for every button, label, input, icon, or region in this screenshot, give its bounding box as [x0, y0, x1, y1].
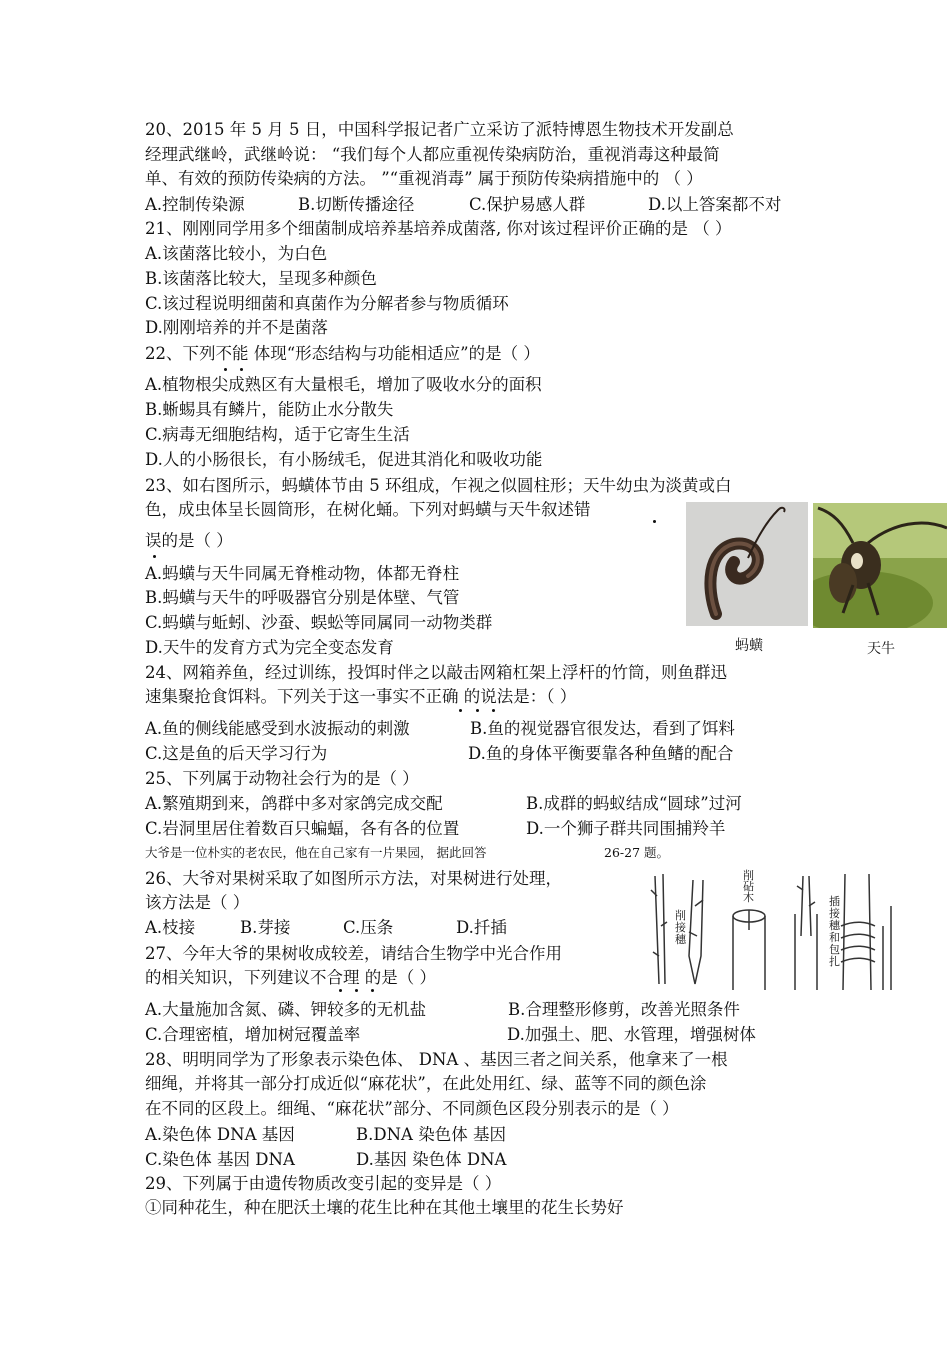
emphasis-dot [355, 989, 358, 992]
q26-option-c: C.压条 [343, 918, 394, 937]
q28-option-c: C.染色体 基因 DNA [145, 1150, 295, 1169]
q26-option-d: D.扦插 [456, 918, 507, 937]
q21-option-c: C.该过程说明细菌和真菌作为分解者参与物质循环 [145, 294, 509, 313]
q26-option-b: B.芽接 [240, 918, 291, 937]
emphasis-dot [492, 709, 495, 712]
q29-stem: 29、下列属于由遗传物质改变引起的变异是（ ） [145, 1174, 502, 1193]
leech-illustration [686, 502, 808, 626]
q21-option-b: B.该菌落比较大，呈现多种颜色 [145, 269, 377, 288]
q27-stem-1: 27、今年大爷的果树收成较差，请结合生物学中光合作用 [145, 944, 562, 963]
leech-photo [686, 502, 808, 626]
q28-stem-1: 28、明明同学为了形象表示染色体、 DNA 、基因三者之间关系，他拿来了一根 [145, 1050, 728, 1069]
q27-stem-2: 的相关知识，下列建议不合理 的是（ ） [145, 968, 436, 987]
q24-stem-2: 速集聚抢食饵料。下列关于这一事实不正确 的说法是：（ ） [145, 687, 577, 706]
q25-option-a: A.繁殖期到来，鸽群中多对家鸽完成交配 [145, 794, 443, 813]
context-note-range: 26-27 题。 [604, 845, 670, 860]
grafting-diagram [645, 866, 895, 992]
graft-label-insert-wrap: 插接穗和包扎 [829, 895, 840, 968]
q28-option-d: D.基因 染色体 DNA [356, 1150, 507, 1169]
emphasis-dot [371, 989, 374, 992]
q27-option-d: D.加强土、肥、水管理，增强树体 [507, 1025, 756, 1044]
q22-option-d: D.人的小肠很长，有小肠绒毛，促进其消化和吸收功能 [145, 450, 543, 469]
q21-stem: 21、刚刚同学用多个细菌制成培养基培养成菌落, 你对该过程评价正确的是 （ ） [145, 219, 732, 238]
q26-stem-1: 26、大爷对果树采取了如图所示方法，对果树进行处理， [145, 869, 562, 888]
emphasis-dot [224, 368, 227, 371]
q25-option-d: D.一个狮子群共同围捕羚羊 [526, 819, 726, 838]
q25-option-b: B.成群的蚂蚁结成“圆球”过河 [526, 794, 742, 813]
q23-option-c: C.蚂蟥与蚯蚓、沙蚕、蜈蚣等同属同一动物类群 [145, 613, 493, 632]
q22-option-b: B.蜥蜴具有鳞片，能防止水分散失 [145, 400, 394, 419]
emphasis-dot [459, 709, 462, 712]
q20-line-1: 20、2015 年 5 月 5 日，中国科学报记者广立采访了派特博恩生物技术开发副总 [145, 120, 734, 139]
q22-stem: 22、下列不能 体现“形态结构与功能相适应”的是（ ） [145, 344, 540, 363]
q23-stem-2: 色，成虫体呈长圆筒形，在树化蛹。下列对蚂蟥与天牛叙述错 [145, 500, 591, 519]
beetle-illustration [813, 503, 947, 628]
q20-option-d: D.以上答案都不对 [648, 195, 782, 214]
q24-stem-1: 24、网箱养鱼，经过训练，投饵时伴之以敲击网箱杠架上浮杆的竹筒，则鱼群迅 [145, 663, 727, 682]
emphasis-dot [476, 709, 479, 712]
q23-option-b: B.蚂蟥与天牛的呼吸器官分别是体壁、气管 [145, 588, 460, 607]
q28-stem-3: 在不同的区段上。细绳、“麻花状”部分、不同颜色区段分别表示的是（ ） [145, 1099, 679, 1118]
q23-stem-3: 误的是（ ） [145, 531, 233, 550]
leech-caption: 蚂蟥 [735, 638, 763, 654]
q25-option-c: C.岩洞里居住着数百只蝙蝠，各有各的位置 [145, 819, 460, 838]
graft-label-stock: 削砧木 [743, 869, 754, 904]
q20-option-a: A.控制传染源 [145, 195, 245, 214]
q24-option-a: A.鱼的侧线能感受到水波振动的刺激 [145, 719, 410, 738]
q20-line-3: 单、有效的预防传染病的方法。 ”“重视消毒” 属于预防传染病措施中的 （ ） [145, 169, 703, 188]
q28-option-b: B.DNA 染色体 基因 [356, 1125, 506, 1144]
q27-option-c: C.合理密植，增加树冠覆盖率 [145, 1025, 361, 1044]
q20-line-2: 经理武继岭，武继岭说： “我们每个人都应重视传染病防治，重视消毒这种最简 [145, 145, 720, 164]
q24-option-b: B.鱼的视觉器官很发达，看到了饵料 [470, 719, 735, 738]
q22-option-a: A.植物根尖成熟区有大量根毛，增加了吸收水分的面积 [145, 375, 542, 394]
beetle-caption: 天牛 [867, 641, 895, 657]
q26-stem-2: 该方法是（ ） [145, 893, 250, 912]
q21-option-d: D.刚刚培养的并不是菌落 [145, 318, 328, 337]
emphasis-dot [653, 520, 656, 523]
context-note: 大爷是一位朴实的老农民，他在自己家有一片果园， 据此回答 [145, 845, 487, 860]
emphasis-dot [339, 989, 342, 992]
longhorn-beetle-photo [813, 503, 947, 628]
q22-option-c: C.病毒无细胞结构，适于它寄生生活 [145, 425, 410, 444]
q24-option-c: C.这是鱼的后天学习行为 [145, 744, 328, 763]
q27-option-a: A.大量施加含氮、磷、钾较多的无机盐 [145, 1000, 427, 1019]
q26-option-a: A.枝接 [145, 918, 196, 937]
q27-option-b: B.合理整形修剪，改善光照条件 [508, 1000, 740, 1019]
emphasis-dot [153, 555, 156, 558]
q20-option-b: B.切断传播途径 [298, 195, 415, 214]
q29-item-1: ①同种花生，种在肥沃土壤的花生比种在其他土壤里的花生长势好 [145, 1198, 624, 1217]
q23-option-a: A.蚂蟥与天牛同属无脊椎动物，体都无脊柱 [145, 564, 460, 583]
q28-stem-2: 细绳，并将其一部分打成近似“麻花状”，在此处用红、绿、蓝等不同的颜色涂 [145, 1074, 707, 1093]
q25-stem: 25、下列属于动物社会行为的是（ ） [145, 769, 419, 788]
graft-label-scion: 削接穗 [675, 909, 686, 946]
q28-option-a: A.染色体 DNA 基因 [145, 1125, 295, 1144]
emphasis-dot [240, 368, 243, 371]
q23-option-d: D.天牛的发育方式为完全变态发育 [145, 638, 394, 657]
q24-option-d: D.鱼的身体平衡要靠各种鱼鳍的配合 [468, 744, 734, 763]
q21-option-a: A.该菌落比较小，为白色 [145, 244, 328, 263]
q23-stem-1: 23、如右图所示，蚂蟥体节由 5 环组成，乍视之似圆柱形；天牛幼虫为淡黄或白 [145, 476, 732, 495]
q20-option-c: C.保护易感人群 [469, 195, 586, 214]
